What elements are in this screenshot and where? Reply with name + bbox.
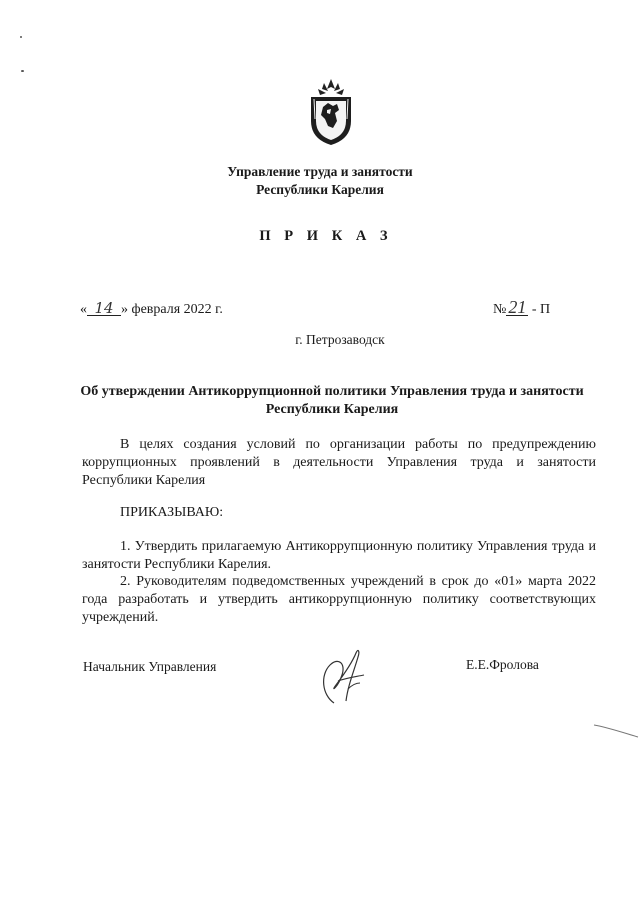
signatory-name: Е.Е.Фролова	[466, 657, 539, 672]
karelia-coat-of-arms-icon	[306, 77, 356, 147]
signature-icon	[312, 645, 374, 707]
document-type: П Р И К А З	[259, 228, 393, 244]
organization-line-2: Республики Карелия	[256, 182, 384, 197]
date-open-quote: «	[80, 302, 87, 317]
order-item-1: 1. Утвердить прилагаемую Антикоррупционную политику Управления труда и занятости Республики Карелия.	[82, 539, 596, 572]
date-day: 14	[87, 301, 121, 316]
order-item-2: 2. Руководителям подведомственных учреждений в срок до «01» марта 2022 года разработать и утвердить антикоррупционную политику соответствующих учреждений.	[82, 574, 596, 625]
preamble-paragraph: В целях создания условий по организации работы по предупреждению коррупционных проявлений в деятельности Управления труда и занятости Республики Карелия	[82, 437, 596, 488]
order-subject: Об утверждении Антикоррупционной политики Управления труда и занятости Республики Карелия	[80, 384, 584, 417]
date-month-year: февраля 2022 г.	[131, 302, 223, 317]
scan-speck	[21, 70, 24, 72]
organization-name	[0, 163, 640, 199]
order-number	[493, 299, 550, 318]
order-date	[80, 301, 223, 318]
signatory-title: Начальник Управления	[83, 659, 217, 674]
order-directive: ПРИКАЗЫВАЮ:	[120, 505, 224, 520]
city: г. Петрозаводск	[295, 332, 385, 347]
number-sign: №	[493, 302, 507, 317]
scan-edge-mark	[592, 721, 640, 741]
organization-line-1: Управление труда и занятости	[227, 164, 413, 179]
date-close-quote: »	[121, 302, 128, 317]
number-value: 21	[508, 297, 527, 317]
scan-speck	[20, 36, 22, 38]
number-suffix: - П	[528, 302, 551, 317]
